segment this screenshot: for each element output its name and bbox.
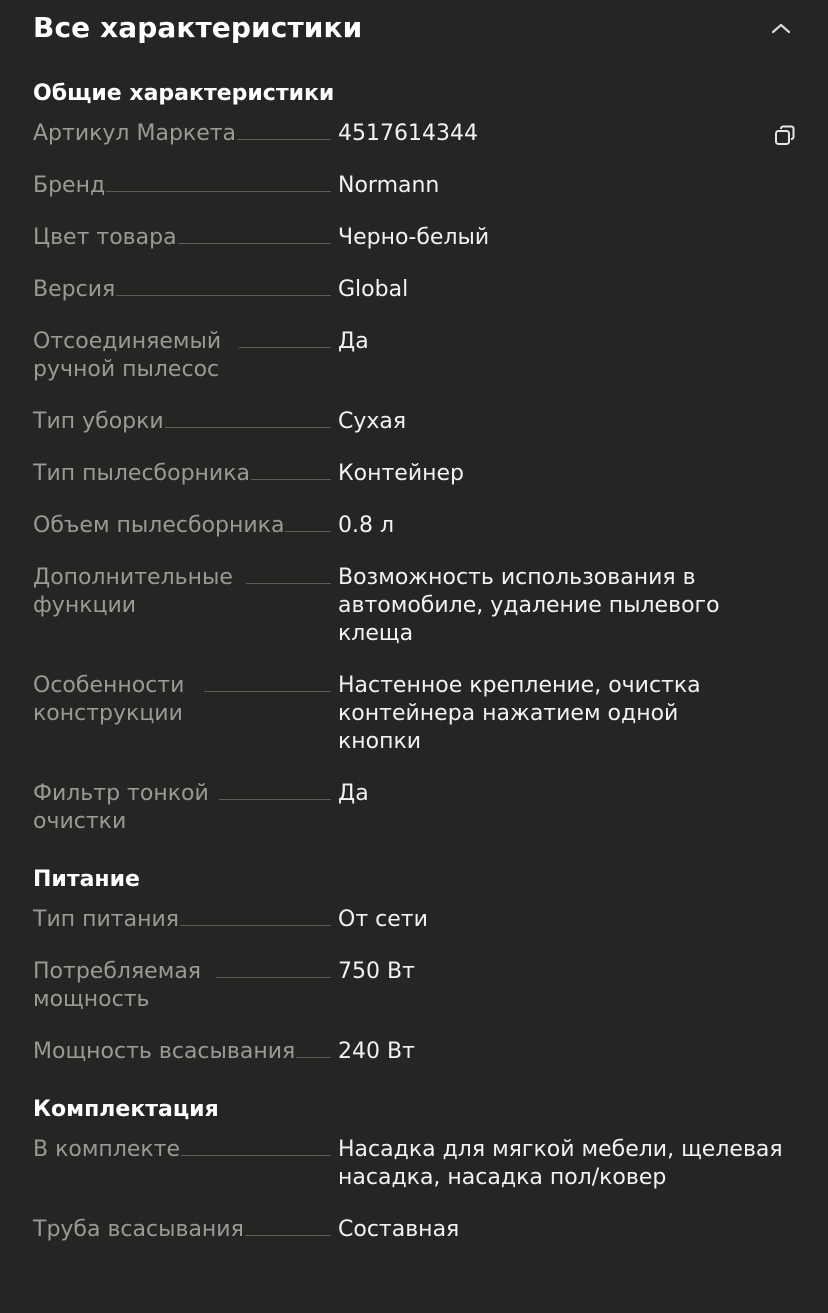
- spec-value: Да: [338, 329, 369, 354]
- collapse-button[interactable]: [767, 14, 795, 42]
- section-title: Питание: [33, 867, 140, 892]
- spec-label: Артикул Маркета: [33, 120, 331, 148]
- spec-label: Версия: [33, 276, 331, 304]
- section-title: Комплектация: [33, 1097, 219, 1122]
- dotted-leader: [285, 531, 331, 532]
- spec-label: Объем пылесборника: [33, 512, 331, 540]
- spec-row-design-features: [33, 672, 795, 756]
- spec-label: Тип питания: [33, 906, 331, 934]
- section-title: Общие характеристики: [33, 81, 335, 106]
- spec-label: Тип пылесборника: [33, 460, 331, 488]
- spec-label: Цвет товара: [33, 224, 331, 252]
- spec-label: Тип уборки: [33, 408, 331, 436]
- dotted-leader: [165, 427, 331, 428]
- spec-value: 4517614344: [338, 121, 478, 146]
- spec-value: От сети: [338, 907, 428, 932]
- specs-header: [33, 8, 795, 52]
- spec-label: Мощность всасывания: [33, 1038, 331, 1066]
- spec-value: 0.8 л: [338, 513, 395, 538]
- spec-row-version: [33, 276, 795, 304]
- spec-row-dust-volume: [33, 512, 795, 540]
- dotted-leader: [180, 925, 331, 926]
- dotted-leader: [251, 479, 331, 480]
- specs-content: [33, 78, 795, 1268]
- spec-row-fine-filter: [33, 780, 795, 836]
- copy-icon: [773, 124, 797, 148]
- dotted-leader: [106, 191, 331, 192]
- spec-value: Контейнер: [338, 461, 464, 486]
- spec-row-market-sku: [33, 120, 795, 148]
- spec-value: Настенное крепление, очистка контейнера нажатием одной кнопки: [338, 673, 701, 754]
- dotted-leader: [296, 1057, 331, 1058]
- spec-row-detachable: [33, 328, 795, 384]
- dotted-leader: [245, 1235, 331, 1236]
- page-title: Все характеристики: [33, 11, 363, 44]
- dotted-leader: [204, 691, 331, 692]
- spec-row-color: [33, 224, 795, 252]
- spec-value: Сухая: [338, 409, 407, 434]
- spec-row-brand: [33, 172, 795, 200]
- spec-value: Составная: [338, 1217, 460, 1242]
- spec-label: Отсоединяемый ручной пылесос: [33, 328, 331, 384]
- spec-value: Normann: [338, 173, 440, 198]
- dotted-leader: [216, 977, 331, 978]
- section-power: [33, 864, 795, 1066]
- spec-label: Бренд: [33, 172, 331, 200]
- spec-row-extra-functions: [33, 564, 795, 648]
- spec-value: 750 Вт: [338, 959, 415, 984]
- spec-label: Особенности конструкции: [33, 672, 331, 728]
- spec-label: Дополнительные функции: [33, 564, 331, 620]
- dotted-leader: [178, 243, 331, 244]
- dotted-leader: [239, 347, 331, 348]
- dotted-leader: [246, 583, 331, 584]
- spec-row-suction-tube: [33, 1216, 795, 1244]
- dotted-leader: [237, 139, 331, 140]
- spec-label: Потребляемая мощность: [33, 958, 331, 1014]
- spec-value: Да: [338, 781, 369, 806]
- spec-value: 240 Вт: [338, 1039, 415, 1064]
- spec-row-dust-collector-type: [33, 460, 795, 488]
- spec-label: В комплекте: [33, 1136, 331, 1164]
- spec-label: Труба всасывания: [33, 1216, 331, 1244]
- spec-value: Насадка для мягкой мебели, щелевая насадка, насадка пол/ковер: [338, 1137, 783, 1190]
- spec-value: Возможность использования в автомобиле, удаление пылевого клеща: [338, 565, 720, 646]
- section-general: [33, 78, 795, 836]
- dotted-leader: [219, 799, 331, 800]
- spec-row-cleaning-type: [33, 408, 795, 436]
- spec-row-suction-power: [33, 1038, 795, 1066]
- spec-label: Фильтр тонкой очистки: [33, 780, 331, 836]
- spec-row-power-consumption: [33, 958, 795, 1014]
- spec-row-power-type: [33, 906, 795, 934]
- dotted-leader: [181, 1155, 331, 1156]
- section-package: [33, 1094, 795, 1244]
- spec-row-included: [33, 1136, 795, 1192]
- spec-value: Global: [338, 277, 409, 302]
- dotted-leader: [116, 295, 331, 296]
- spec-value: Черно-белый: [338, 225, 490, 250]
- copy-sku-button[interactable]: [773, 124, 797, 148]
- chevron-up-icon: [771, 22, 791, 34]
